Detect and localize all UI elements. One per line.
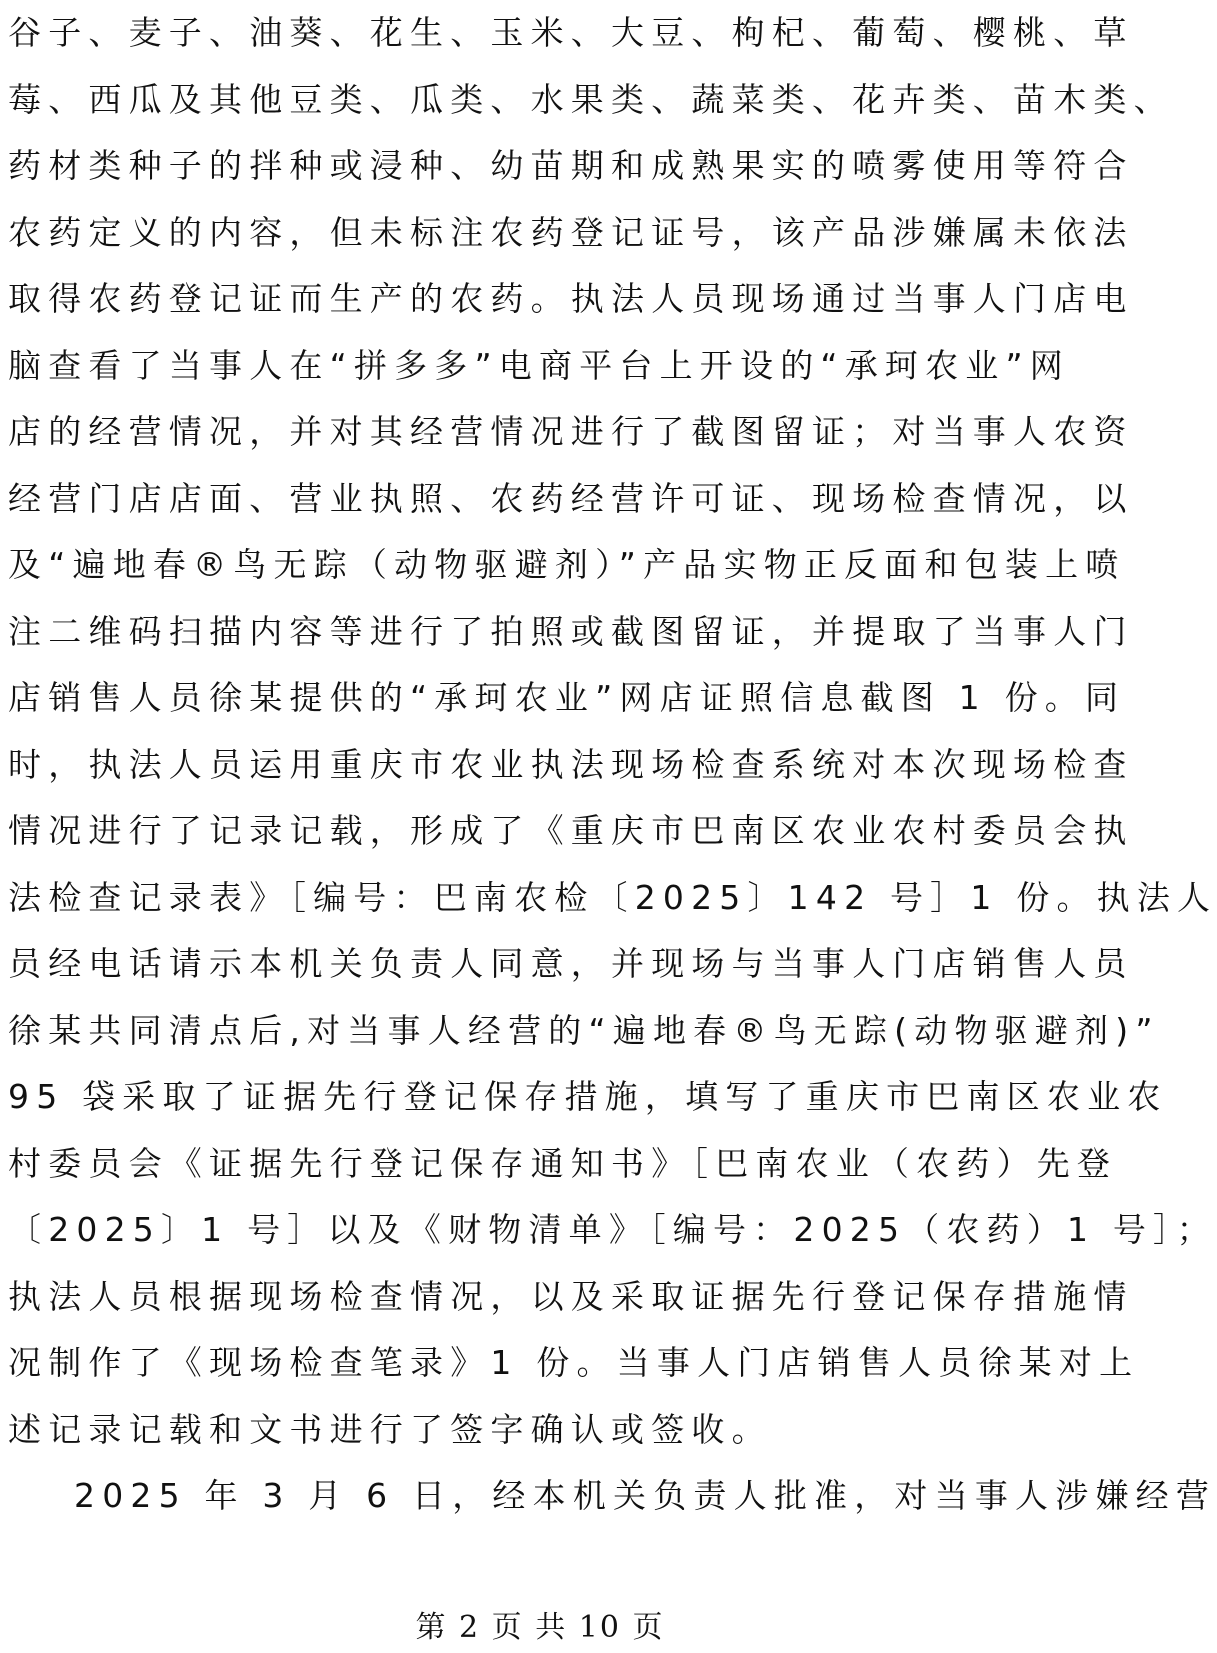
text-line: 村委员会《证据先行登记保存通知书》［巴南农业（农药）先登 <box>8 1143 1118 1183</box>
text-line: 述记录记载和文书进行了签字确认或签收。 <box>8 1409 772 1449</box>
text-line: 药材类种子的拌种或浸种、幼苗期和成熟果实的喷雾使用等符合 <box>8 146 1134 185</box>
text-line: 情况进行了记录记载，形成了《重庆市巴南区农业农村委员会执 <box>8 811 1134 850</box>
text-line: 员经电话请示本机关负责人同意，并现场与当事人门店销售人员 <box>8 944 1134 983</box>
text-line: 店的经营情况，并对其经营情况进行了截图留证；对当事人农资 <box>8 412 1134 451</box>
page-number-footer: 第 2 页 共 10 页 <box>415 1610 665 1645</box>
text-line: 农药定义的内容，但未标注农药登记证号，该产品涉嫌属未依法 <box>8 212 1134 252</box>
text-line: 执法人员根据现场检查情况，以及采取证据先行登记保存措施情 <box>8 1276 1134 1316</box>
text-line: 经营门店店面、营业执照、农药经营许可证、现场检查情况，以 <box>8 478 1134 518</box>
text-line: 时，执法人员运用重庆市农业执法现场检查系统对本次现场检查 <box>8 744 1134 784</box>
text-line: 法检查记录表》［编号：巴南农检〔2025〕142 号］1 份。执法人 <box>8 877 1217 917</box>
text-line: 〔2025〕1 号］以及《财物清单》［编号：2025（农药）1 号］； <box>8 1210 1217 1249</box>
text-line: 95 袋采取了证据先行登记保存措施，填写了重庆市巴南区农业农 <box>8 1077 1168 1116</box>
text-line: 谷子、麦子、油葵、花生、玉米、大豆、枸杞、葡萄、樱桃、草 <box>8 13 1134 52</box>
text-line: 注二维码扫描内容等进行了拍照或截图留证，并提取了当事人门 <box>8 611 1134 651</box>
document-body <box>8 0 1217 1530</box>
text-line: 取得农药登记证而生产的农药。执法人员现场通过当事人门店电 <box>8 279 1134 318</box>
text-line: 徐某共同清点后,对当事人经营的“遍地春®鸟无踪(动物驱避剂)” <box>8 1010 1160 1050</box>
text-line: 及“遍地春®鸟无踪（动物驱避剂）”产品实物正反面和包装上喷 <box>8 545 1126 584</box>
text-line: 脑查看了当事人在“拼多多”电商平台上开设的“承珂农业”网 <box>8 345 1070 385</box>
text-line: 店销售人员徐某提供的“承珂农业”网店证照信息截图 1 份。同 <box>8 678 1126 717</box>
paragraph-start-line: 2025 年 3 月 6 日，经本机关负责人批准，对当事人涉嫌经营 <box>74 1476 1217 1515</box>
text-line: 莓、西瓜及其他豆类、瓜类、水果类、蔬菜类、花卉类、苗木类、 <box>8 79 1174 119</box>
text-line: 况制作了《现场检查笔录》1 份。当事人门店销售人员徐某对上 <box>8 1343 1140 1382</box>
